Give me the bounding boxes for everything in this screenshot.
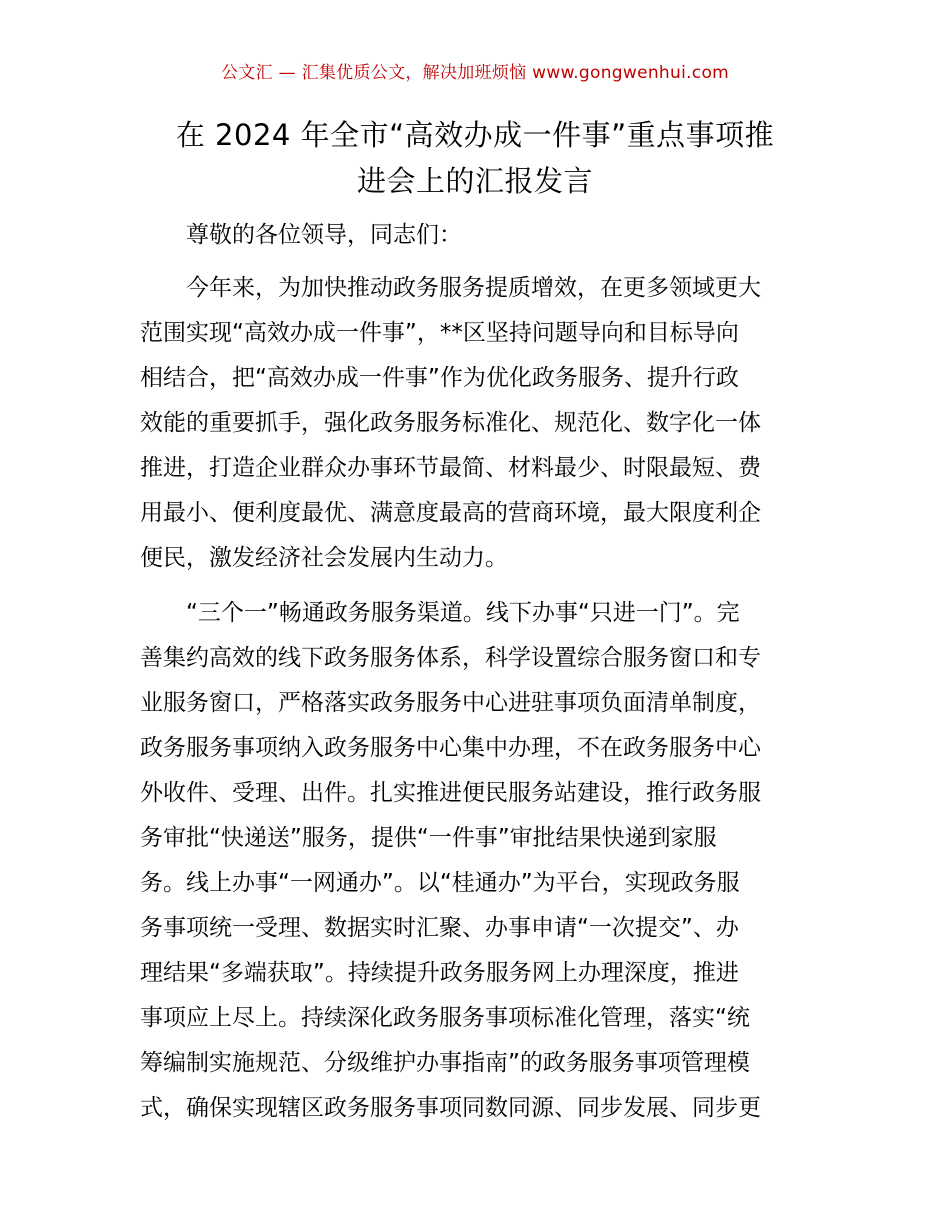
paragraph-line: 善集约高效的线下政务服务体系，科学设置综合服务窗口和专: [140, 645, 761, 671]
title-line: 在 2024 年全市“高效办成一件事”重点事项推: [175, 118, 775, 152]
salutation: [140, 213, 810, 258]
paragraph-1: [140, 266, 810, 581]
paragraph-line: 今年来，为加快推动政务服务提质增效，在更多领域更大: [186, 275, 761, 301]
paragraph-line: 政务服务事项纳入政务服务中心集中办理，不在政务服务中心: [140, 735, 761, 761]
paragraph-line: 事项应上尽上。持续深化政务服务事项标准化管理，落实“统: [140, 1005, 750, 1031]
paragraph-line: 务。线上办事“一网通办”。以“桂通办”为平台，实现政务服: [140, 870, 740, 896]
salutation-text: 尊敬的各位领导，同志们：: [186, 222, 462, 248]
document-title: [140, 112, 810, 204]
paragraph-line: 外收件、受理、出件。扎实推进便民服务站建设，推行政务服: [140, 780, 761, 806]
paragraph-line: 推进，打造企业群众办事环节最简、材料最少、时限最短、费: [140, 455, 761, 481]
paragraph-line: 业服务窗口，严格落实政务服务中心进驻事项负面清单制度，: [140, 690, 761, 716]
paragraph-line: “三个一”畅通政务服务渠道。线下办事“只进一门”。完: [186, 600, 740, 626]
document-body: [140, 213, 810, 1133]
watermark-banner: 公文汇 — 汇集优质公文，解决加班烦恼 www.gongwenhui.com: [220, 63, 730, 83]
paragraph-line: 范围实现“高效办成一件事”，**区坚持问题导向和目标导向: [140, 320, 739, 346]
paragraph-line: 筹编制实施规范、分级维护办事指南”的政务服务事项管理模: [140, 1050, 750, 1076]
paragraph-line: 务审批“快递送”服务，提供“一件事”审批结果快递到家服: [140, 825, 717, 851]
paragraph-line: 务事项统一受理、数据实时汇聚、办事申请“一次提交”、办: [140, 915, 739, 941]
paragraph-line: 理结果“多端获取”。持续提升政务服务网上办理深度，推进: [140, 960, 739, 986]
paragraph-line: 式，确保实现辖区政务服务事项同数同源、同步发展、同步更: [140, 1095, 761, 1121]
paragraph-line: 效能的重要抓手，强化政务服务标准化、规范化、数字化一体: [140, 410, 761, 436]
title-line: 进会上的汇报发言: [356, 164, 593, 198]
paragraph-line: 便民，激发经济社会发展内生动力。: [140, 545, 508, 571]
paragraph-line: 用最小、便利度最优、满意度最高的营商环境，最大限度利企: [140, 500, 761, 526]
paragraph-line: 相结合，把“高效办成一件事”作为优化政务服务、提升行政: [140, 365, 739, 391]
paragraph-2: [140, 591, 810, 1131]
